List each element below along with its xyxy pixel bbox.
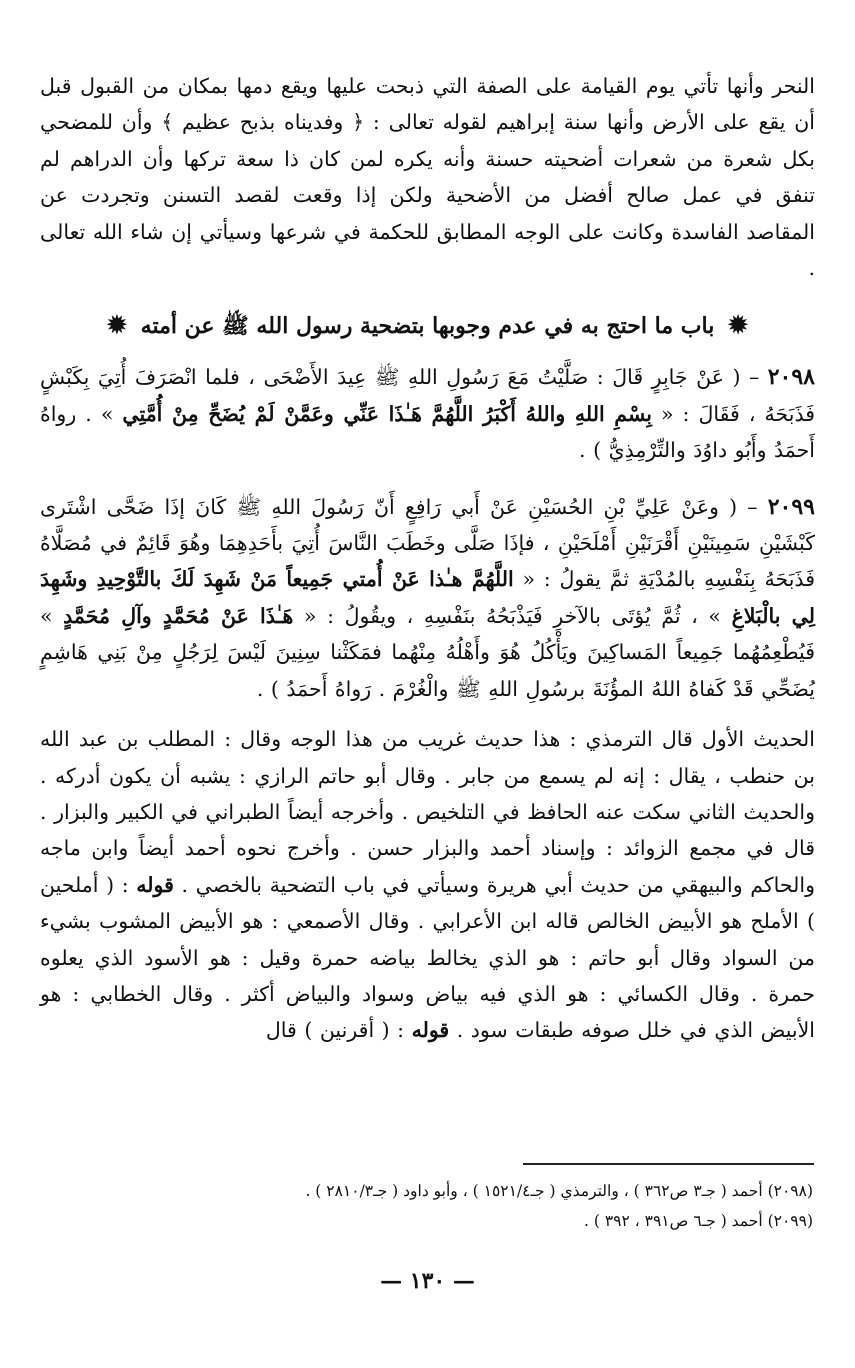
star-ornament-icon: ✹	[106, 310, 127, 340]
footnote-2098: (٢٠٩٨) أحمد ( جـ٣ ص٣٦٢ ) ، والترمذي ( جـ١٥٢١/٤ ) ، وأبو داود ( جـ٢٨١٠/٣ ) .	[305, 1182, 813, 1200]
page-number-value: ١٣٠	[409, 1268, 446, 1294]
hadith-text: » ، ثُمَّ يُؤتَى بالآخرِ فَيَذْبَحُهُ بنَفْسِهِ ، ويقُولُ : «	[293, 603, 732, 628]
chapter-heading	[40, 306, 815, 345]
hadith-text: » . رواهُ أَحمَدُ وأَبُو داوُدَ والتِّرْمِذِيُّ ) .	[40, 401, 815, 463]
hadith-text: – ( عَنْ جَابِرٍ قَالَ : صَلَّيْتُ مَعَ رَسُولِ اللهِ ﷺ عِيدَ الأَضْحَى ، فلما انْصَرَفَ أُتِيَ بِكَبْشٍ فَذَبَحَهُ ، فَقَالَ : «	[40, 365, 815, 426]
intro-text: النحر وأنها تأتي يوم القيامة على الصفة التي ذبحت عليها ويقع دمها بمكان من القبول قبل أن يقع على الأرض وأنها سنة إبراهيم لقوله تعالى : ﴿ وفديناه بذبح عظيم ﴾ وأن للمضحي بكل شعرة من شعرات أضحيته حسنة وأنه يكره لمن كان ذا سعة تركها وأن الدراهم لم تنفق في عمل صالح أفضل من الأضحية ولكن إذا وقعت لقصد التسنن وتجردت عن المقاصد الفاسدة وكانت على الوجه المطابق للحكمة في شرعها وسيأتي إن شاء الله تعالى .	[40, 74, 815, 281]
footnotes	[43, 1176, 813, 1236]
commentary-paragraph	[40, 721, 815, 1049]
chapter-title: باب ما احتج به في عدم وجوبها بتضحية رسول الله ﷺ عن أمته	[140, 313, 715, 340]
intro-paragraph	[40, 68, 815, 286]
hadith-prophetic-text: بِسْمِ اللهِ واللهُ أَكْبَرُ اللَّهُمَّ هَـٰذَا عَنِّي وعَمَّنْ لَمْ يُضَحِّ مِنْ أُمَّتِي	[122, 401, 652, 426]
hadith-number: ٢٠٩٩	[767, 493, 815, 520]
hadith-2098	[40, 359, 815, 468]
commentary-text: : ( أملحين ) الأملح هو الأبيض الخالص قاله ابن الأعرابي . وقال الأصمعي : هو الأبيض المشوب بشيء من السواد وقال أبو حاتم : هو الذي يخالط بياضه حمرة وقيل : هو الأسود الذي يعلوه حمرة . وقال الكسائي : هو الذي فيه بياض وسواد والبياض أكثر . وقال الخطابي : هو الأبيض الذي في خلل صوفه طبقات سود .	[40, 872, 815, 1043]
hadith-prophetic-text: اللَّهُمَّ هـٰذا عَنْ أُمتي جَمِيعاً مَنْ شَهِدَ لَكَ بالتَّوْحِيدِ وشَهِدَ لِي بالْبَلاغِ	[40, 567, 815, 628]
qawluhu-label: قوله	[136, 872, 174, 897]
hadith-text: – ( وعَنْ عَلِيِّ بْنِ الحُسَيْنِ عَنْ أَبي رَافِعٍ أَنّ رَسُولَ اللهِ ﷺ كَانَ إذَا ضَحَّى اشْتَرى كَبْشَيْنِ سَمِينَيْنِ أَقْرَنَيْنِ أَمْلَحَيْنِ ، فإذَا صَلَّى وخَطَبَ النَّاسَ أُتِيَ بأَحَدِهِمَا وهُوَ قَائِمٌ في مُصَلَّاهُ فَذَبَحَهُ بِنَفْسِهِ بالمُدْيَةِ ثمَّ يقولُ : «	[40, 494, 815, 592]
hadith-number: ٢٠٩٨	[767, 364, 815, 391]
footnote-2099: (٢٠٩٩) أحمد ( جـ٦ ص٣٩١ ، ٣٩٢ ) .	[583, 1212, 813, 1230]
commentary-text: الحديث الأول قال الترمذي : هذا حديث غريب من هذا الوجه وقال : المطلب بن عبد الله بن حنطب ، يقال : إنه لم يسمع من جابر . وقال أبو حاتم الرازي : يشبه أن يكون أدركه . والحديث الثاني سكت عنه الحافظ في التلخيص . وأخرجه أيضاً الطبراني في الكبير والبزار . قال في مجمع الزوائد : وإسناد أحمد والبزار حسن . وأخرج نحوه أحمد أيضاً وابن ماجه والحاكم والبيهقي من حديث أبي هريرة وسيأتي في باب التضحية بالخصي .	[40, 727, 815, 897]
qawluhu-label: قوله	[411, 1018, 450, 1043]
commentary-text: : ( أقرنين ) قال	[265, 1018, 412, 1043]
hadith-prophetic-text: هَـٰذَا عَنْ مُحَمَّدٍ وآلِ مُحَمَّدٍ	[63, 603, 294, 628]
footnote-divider	[523, 1163, 814, 1165]
star-ornament-icon: ✹	[728, 310, 749, 340]
hadith-2099	[40, 489, 815, 707]
page-number: — ١٣٠ —	[380, 1268, 475, 1294]
hadith-text: » فَيُطْعِمُهُما جَمِيعاً المَساكِينَ ويَأْكُلُ هُوَ وأَهْلُهُ مِنْهُما فمَكَثْنا سِنِينَ لَيْسَ لِرَجُلٍ مِنْ بَنِي هَاشِمٍ يُضَحِّي قَدْ كَفاهُ اللهُ المؤُنَةَ برسُولِ اللهِ ﷺ والْغُرْمَ . رَواهُ أَحمَدُ ) .	[40, 603, 815, 701]
